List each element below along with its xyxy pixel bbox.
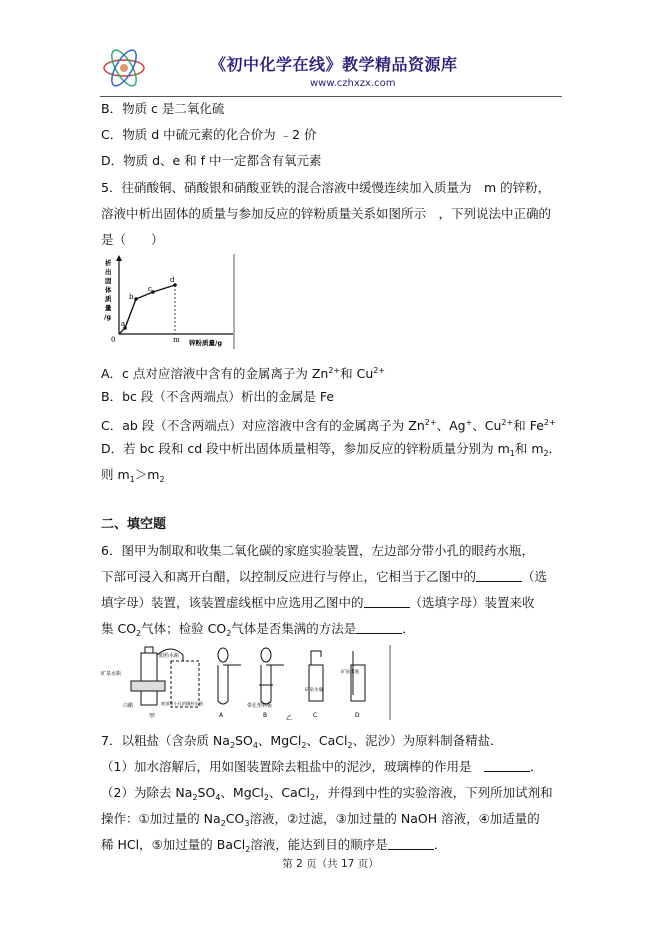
apparatus-c bbox=[309, 651, 323, 701]
atom-logo-icon bbox=[100, 44, 148, 92]
option-d-q4: D．物质 d、e 和 f 中一定都含有氧元素 bbox=[101, 153, 322, 168]
q5-option-c: C．ab 段（不含两端点）对应溶液中含有的金属离子为 $Zn^{2+}$、Ag+、$Cu^{2+}$和 $Fe^{2+}$ bbox=[101, 418, 556, 433]
option-c-q4: C．物质 d 中硫元素的化合价为 ﹣2 价 bbox=[101, 127, 317, 142]
q5-option-a: A．c 点对应溶液中含有的金属离子为 $Zn^{2+}$和 $Cu^{2+}$ bbox=[101, 366, 386, 381]
y-label-char: 体 bbox=[105, 286, 112, 294]
y-label-char: 质 bbox=[105, 295, 112, 303]
label-D: D bbox=[355, 712, 360, 719]
label-bottle: 矿泉水瓶 bbox=[101, 671, 122, 677]
q5-stem-line3: 是（ ） bbox=[101, 232, 164, 247]
page-header bbox=[100, 44, 562, 98]
label-mineral2: 矿泉水瓶 bbox=[341, 670, 359, 675]
label-c: c bbox=[148, 285, 152, 293]
y-label-char: /g bbox=[104, 313, 112, 321]
q7-part2-line3: 稀 HCl，⑤加过量的 BaCl$_2$溶液，能达到目的顺序是 ． bbox=[101, 837, 447, 854]
q5-graph bbox=[101, 254, 241, 349]
label-vinegar: 白醋 bbox=[123, 703, 134, 709]
q6-stem-line4: 集 $CO_2$气体；检验 $CO_2$气体是否集满的方法是 ． bbox=[101, 621, 415, 638]
apparatus-b bbox=[259, 648, 284, 704]
q7-part2-line1: （2）为除去 $Na_2SO_4$、MgCl$_2$、CaCl$_2$，并得到中性的实验溶液，下列所加试剂和 bbox=[101, 785, 553, 802]
y-label-char: 固 bbox=[105, 277, 112, 285]
label-yi: 乙 bbox=[286, 715, 293, 720]
header-rule bbox=[100, 96, 562, 97]
answer-blank bbox=[476, 570, 522, 582]
header-url: www.czhxzx.com bbox=[310, 78, 396, 89]
q7-part2-line2: 操作：①加过量的 $Na_2CO_3$溶液，②过滤，③加过量的 NaOH 溶液，④加适量的 bbox=[101, 811, 540, 828]
y-label-char: 出 bbox=[105, 268, 112, 276]
label-d: d bbox=[170, 276, 175, 284]
y-label-char: 量 bbox=[105, 304, 112, 312]
graph-line bbox=[119, 285, 175, 334]
apparatus-d bbox=[351, 651, 365, 701]
q6-stem-line2: 下部可浸入和离开白醋，以控制反应进行与停止，它相当于乙图中的 （选 bbox=[101, 569, 548, 584]
option-b-q4: B．物质 c 是二氧化硫 bbox=[101, 101, 225, 116]
x-axis-label: 锌粉质量/g bbox=[189, 339, 223, 347]
header-title: 《初中化学在线》教学精品资源库 bbox=[210, 55, 458, 74]
q5-option-d: D．若 bc 段和 cd 段中析出固体质量相等，参加反应的锌粉质量分别为 $m_1$和 $m_2$． bbox=[101, 441, 562, 458]
answer-blank bbox=[364, 596, 410, 608]
q5-stem-line2: 溶液中析出固体的质量与参加反应的锌粉质量关系如图所示 ，下列说法中正确的 bbox=[101, 206, 552, 221]
y-axis-label bbox=[104, 258, 112, 321]
label-m: m bbox=[173, 336, 180, 344]
q7-stem: 7．以粗盐（含杂质 $Na_2SO_4$、MgCl$_2$、CaCl$_2$、泥沙）为原料制备精盐． bbox=[101, 733, 503, 750]
label-plate: 带孔塑料板 bbox=[247, 703, 273, 709]
page-footer: 第 2 页（共 17 页） bbox=[282, 858, 379, 870]
answer-blank bbox=[484, 760, 530, 772]
graph-y-arrow-icon bbox=[116, 255, 122, 261]
label-jia: 甲 bbox=[149, 713, 156, 720]
q7-part1: （1）加水溶解后，用如图装置除去粗盐中的泥沙，玻璃棒的作用是 ． bbox=[101, 759, 543, 774]
label-C: C bbox=[313, 712, 318, 719]
q6-apparatus-figure bbox=[101, 645, 391, 720]
answer-blank bbox=[388, 838, 434, 850]
label-b: b bbox=[129, 293, 134, 301]
label-mineral1: 矿泉水瓶 bbox=[305, 688, 323, 693]
section-title-fill-in: 二、填空题 bbox=[101, 517, 167, 532]
q5-stem-line1: 5．往硝酸铜、硝酸银和硝酸亚铁的混合溶液中缓慢连续加入质量为 m 的锌粉， bbox=[101, 180, 551, 195]
apparatus-a bbox=[218, 648, 241, 704]
label-a: a bbox=[121, 320, 126, 328]
label-cover: 底部剪小孔的眼药水瓶 bbox=[161, 701, 203, 706]
label-A: A bbox=[219, 712, 224, 719]
q6-stem-line3: 填字母）装置，该装置虚线框中应选用乙图中的 （选填字母）装置来收 bbox=[101, 595, 535, 610]
q5-option-b: B．bc 段（不含两端点）析出的金属是 Fe bbox=[101, 389, 335, 404]
q6-stem-line1: 6．图甲为制取和收集二氧化碳的家庭实验装置，左边部分带小孔的眼药水瓶， bbox=[101, 543, 534, 558]
label-B: B bbox=[263, 712, 268, 719]
label-origin: 0 bbox=[111, 336, 116, 344]
point-b bbox=[134, 297, 138, 301]
y-label-char: 析 bbox=[105, 259, 112, 267]
label-dropper: 眼药水瓶 bbox=[159, 653, 180, 659]
answer-blank bbox=[356, 622, 402, 634]
q5-option-d-cont: 则 $m_1>m_2$ bbox=[101, 467, 165, 484]
